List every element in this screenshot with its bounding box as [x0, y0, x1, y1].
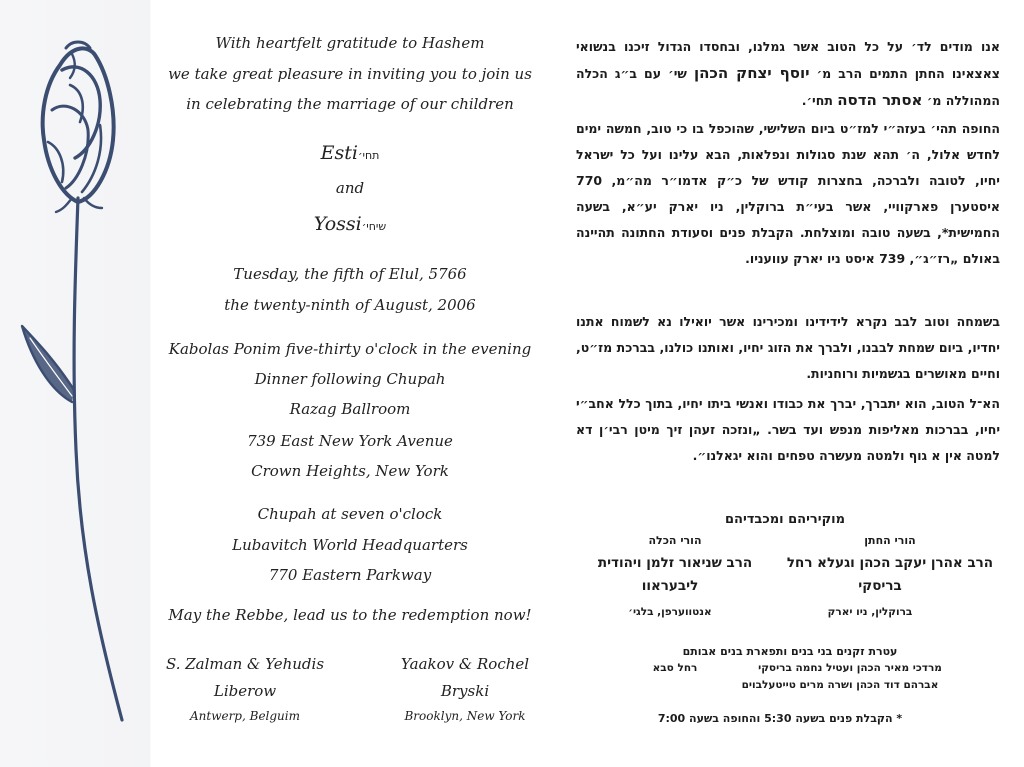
bride-parents-surname: ליבעראוו: [641, 578, 699, 594]
bride-parents-name: הרב שניאור זלמן ויהודית: [597, 555, 753, 571]
groom-parents-label: הורי החתן: [864, 534, 916, 547]
chupah-address-line: 770 Eastern Parkway: [268, 566, 432, 584]
and-word: and: [335, 179, 365, 197]
venue-city: Crown Heights, New York: [251, 462, 449, 480]
bride-parents-label: הורי הכלה: [648, 534, 702, 547]
celebration-line: in celebrating the marriage of our children: [186, 95, 514, 113]
grandparents-title: עטרת זקנים בני בנים ותפארת בנים אבותם: [682, 645, 898, 658]
groom-parents-city: ברוקלין, ניו יארק: [827, 606, 913, 618]
gregorian-date-line: the twenty-ninth of August, 2006: [224, 296, 476, 314]
hosts-liberow-location: Antwerp, Belguim: [189, 709, 301, 723]
invitation-line: we take great pleasure in inviting you to join us: [168, 65, 532, 83]
kabolas-ponim-line: Kabolas Ponim five-thirty o'clock in the evening: [168, 340, 532, 358]
grandparents-line-2: אברהם דוד הכהן ושרה מרים טייטעלבוים: [741, 679, 939, 691]
hosts-bryski-surname: Bryski: [440, 682, 490, 700]
grandparents-line-1: מרדכי מאיר הכהן ועטיל נחמה בריסקי: [758, 662, 942, 674]
hosts-bryski-location: Brooklyn, New York: [404, 709, 526, 723]
hebrew-signoff: מוקיריהם ומכבדיהם: [724, 512, 846, 527]
bride-name-line: [140, 142, 560, 164]
blessing-line: May the Rebbe, lead us to the redemption now!: [168, 606, 532, 624]
hosts-liberow-surname: Liberow: [213, 682, 277, 700]
hosts-bryski-names: Yaakov & Rochel: [400, 655, 530, 673]
rose-illustration: [0, 30, 150, 730]
hebrew-invitation-panel: [560, 0, 1024, 767]
venue-name: Razag Ballroom: [289, 400, 411, 418]
bride-name: Esti: [320, 142, 358, 164]
venue-address: 739 East New York Avenue: [247, 432, 453, 450]
hebrew-para1-b: שי׳ עם ב״ג הכלה המהוללה מ׳: [576, 66, 1000, 108]
bride-suffix: תחי׳: [357, 149, 380, 162]
hebrew-para1-a: אנו מודים לד׳ על כל הטוב אשר גמלנו, ובחסדו הגדול זיכנו בנשואי צאצאינו החתן התמים הרב מ׳: [576, 39, 1000, 81]
grandparents-line-1b: רחל סבא: [652, 662, 698, 674]
groom-parents-surname: בריסקי: [858, 578, 902, 594]
bride-parents-city: אנטווערפן, בלגי׳: [628, 606, 712, 618]
groom-name-line: [140, 213, 560, 235]
hebrew-bride-name: אסתר הדסה: [837, 91, 923, 109]
groom-name: Yossi: [313, 213, 362, 235]
footnote-times: * הקבלת פנים בשעה 5:30 והחופה בשעה 7:00: [657, 712, 903, 725]
hebrew-para1-c: תחי׳.: [801, 93, 833, 108]
groom-parents-name: הרב אהרן יעקב הכהן וגעלא רחל: [786, 555, 994, 571]
hebrew-paragraph-4: הא־ל הטוב, הוא יתברך, יברך את כבודו ואנשי ביתו יחיו, בתוך כלל אחב״י יחיו, בברכות מאליפות מנפש ועד בשר. „ונזכה זעהן זיך מיטן רבי׳ן דא למטה אין א גוף ולמטה מעשרה טפחים והוא יגאלנו״.: [576, 396, 1000, 463]
hebrew-date-line: Tuesday, the fifth of Elul, 5766: [233, 265, 467, 283]
chupah-time-line: Chupah at seven o'clock: [257, 505, 443, 523]
hebrew-paragraph-3: בשמחה וטוב לבב נקרא לידידינו ומכירינו אשר יואילו נא לשמוח אתנו יחדיו, ביום שמחת לבבנו, ולברך את הזוג יחיו, ואותנו כולנו, בברכת מז״ט, וחיים מאושרים בגשמיות ורוחניות.: [576, 314, 1000, 381]
hebrew-groom-name: יוסף יצחק הכהן: [693, 64, 810, 82]
hebrew-paragraph-2: החופה תהי׳ בעזה״י למז״ט ביום השלישי, שהוכפל בו כי טוב, חמשה ימים לחדש אלול, ה׳ תהא שנת סגולות ונפלאות, הבא עלינו ועל כל ישראל יחיו, לטובה ולברכה, בחצרות קודש של כ״ק אדמו״ר מה״מ, 770 איסטערן פארקוויי, אשר בעי״ת ברוקלין, ניו יארק יע״א, בשעה החמישית*, בשעה טובה ומוצלחת. הקבלת פנים וסעודת החתונה תהיינה באולם „רז״ג״, 739 איסט ניו יארק עוועניו.: [576, 121, 1000, 266]
hebrew-paragraph-1: [576, 34, 1000, 114]
groom-suffix: שיחי׳: [361, 220, 387, 233]
hosts-liberow: [145, 655, 345, 723]
hosts-bryski: [365, 655, 565, 723]
chupah-place-line: Lubavitch World Headquarters: [232, 536, 468, 554]
dinner-line: Dinner following Chupah: [254, 370, 446, 388]
hosts-liberow-names: S. Zalman & Yehudis: [165, 655, 325, 673]
gratitude-line: With heartfelt gratitude to Hashem: [215, 34, 485, 52]
